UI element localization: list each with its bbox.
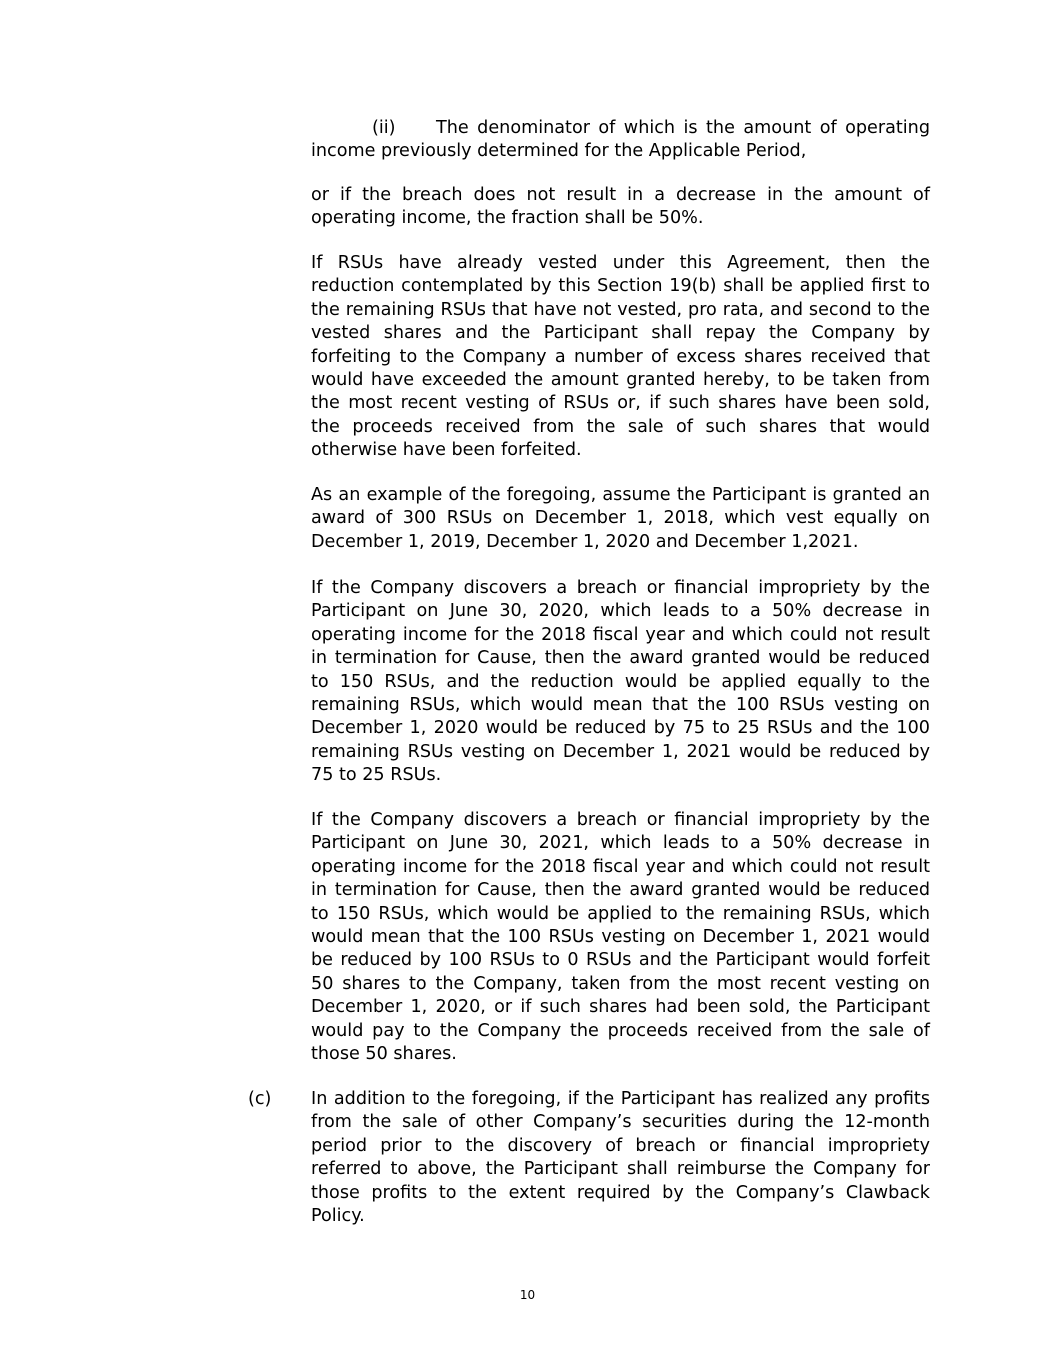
page-number: 10: [519, 1288, 536, 1302]
sub-item-ii: [311, 117, 930, 164]
paragraph-example-intro: As an example of the foregoing, assume the Participant is granted an award of 300 RSUs on December 1, 2018, which vest equally on December 1, 2019, December 1, 2020 and December 1,2021.: [311, 485, 930, 552]
paragraph-example-2021: If the Company discovers a breach or financial impropriety by the Participant on June 30, 2021, which leads to a 50% decrease in operating income for the 2018 fiscal year and which could not result in termination for Cause, then the award granted would be reduced to 150 RSUs, which would be applied to the remaining RSUs, which would mean that the 100 RSUs vesting on December 1, 2021 would be reduced by 100 RSUs to 0 RSUs and the Participant would forfeit 50 shares to the Company, taken from the most recent vesting on December 1, 2020, or if such shares had been sold, the Participant would pay to the Company the proceeds received from the sale of those 50 shares.: [311, 810, 930, 1065]
paragraph-example-2020: If the Company discovers a breach or financial impropriety by the Participant on June 30, 2020, which leads to a 50% decrease in operating income for the 2018 fiscal year and which could not result in termination for Cause, then the award granted would be reduced to 150 RSUs, and the reduction would be applied equally to the remaining RSUs, which would mean that the 100 RSUs vesting on December 1, 2020 would be reduced by 75 to 25 RSUs and the 100 remaining RSUs vesting on December 1, 2021 would be reduced by 75 to 25 RSUs.: [311, 578, 930, 786]
paragraph-fraction-rule: or if the breach does not result in a decrease in the amount of operating income, the fraction shall be 50%.: [311, 185, 930, 229]
sub-item-ii-text: The denominator of which is the amount of operating income previously determined for the Applicable Period,: [311, 118, 930, 162]
item-c-label: (c): [248, 1089, 272, 1109]
sub-item-ii-text-wrapper: [311, 117, 930, 164]
item-c-text: In addition to the foregoing, if the Participant has realized any profits from the sale of other Company’s securities during the 12-month period prior to the discovery of breach or financial impropriety referred to above, the Participant shall reimburse the Company for those profits to the extent required by the Company’s Clawback Policy.: [311, 1089, 930, 1227]
sub-item-ii-label: (ii): [372, 118, 396, 138]
paragraph-vested-rsus: If RSUs have already vested under this Agreement, then the reduction contemplated by this Section 19(b) shall be applied first to the remaining RSUs that have not vested, pro rata, and second to the vested shares and the Participant shall repay the Company by forfeiting to the Company a number of excess shares received that would have exceeded the amount granted hereby, to be taken from the most recent vesting of RSUs or, if such shares have been sold, the proceeds received from the sale of such shares that would otherwise have been forfeited.: [311, 253, 930, 461]
